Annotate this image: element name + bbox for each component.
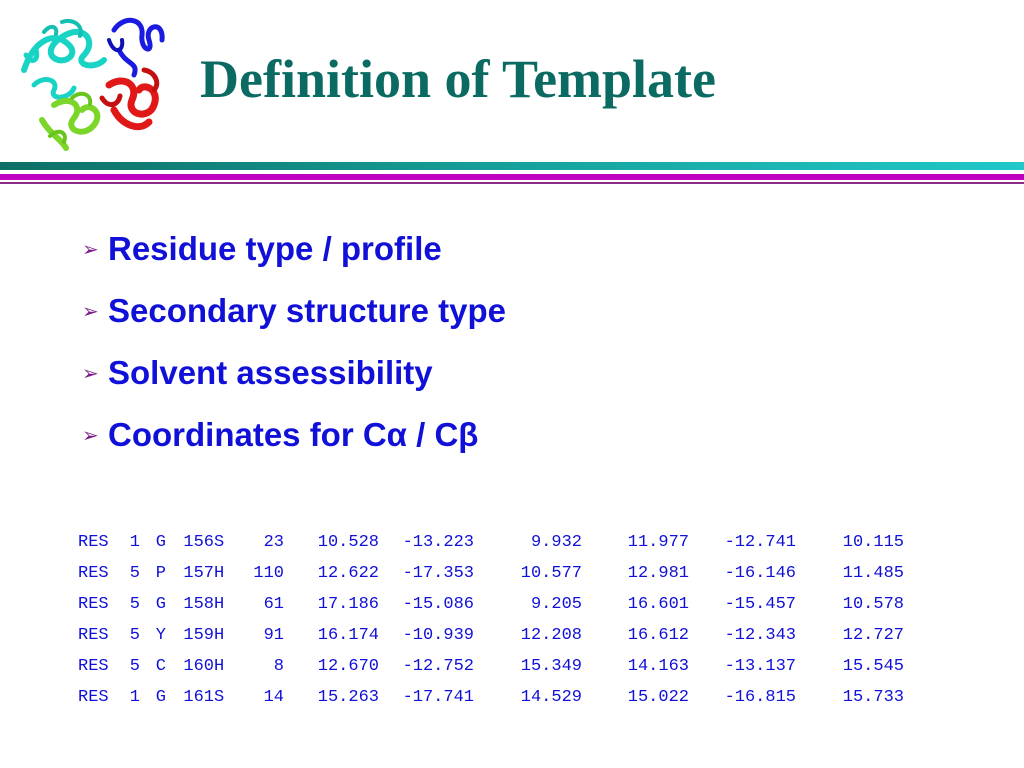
table-cell: 12.670 bbox=[317, 657, 379, 676]
title-divider-teal bbox=[0, 162, 1024, 170]
table-cell: S bbox=[214, 533, 225, 552]
table-cell: -15.457 bbox=[724, 595, 796, 614]
table-cell: RES bbox=[78, 564, 109, 583]
bullet-item bbox=[82, 280, 506, 342]
table-cell: 16.174 bbox=[317, 626, 379, 645]
table-cell: 160 bbox=[183, 657, 214, 676]
table-cell: -16.815 bbox=[724, 688, 796, 707]
table-cell: 14.163 bbox=[627, 657, 689, 676]
bullet-list bbox=[82, 218, 506, 466]
table-cell: RES bbox=[78, 595, 109, 614]
arrowhead-bullet-icon: ➢ bbox=[82, 423, 99, 447]
table-cell: -17.353 bbox=[402, 564, 474, 583]
table-cell: RES bbox=[78, 533, 109, 552]
table-cell: H bbox=[214, 564, 225, 583]
bullet-item bbox=[82, 218, 506, 280]
bullet-item bbox=[82, 404, 506, 466]
table-cell: -15.086 bbox=[402, 595, 474, 614]
table-row bbox=[78, 589, 904, 620]
table-cell: 12.622 bbox=[317, 564, 379, 583]
table-cell: 9.932 bbox=[530, 533, 582, 552]
table-cell: -12.741 bbox=[724, 533, 796, 552]
arrowhead-bullet-icon: ➢ bbox=[82, 237, 99, 261]
table-cell: G bbox=[155, 688, 166, 707]
arrowhead-bullet-icon: ➢ bbox=[82, 299, 99, 323]
table-cell: 10.115 bbox=[842, 533, 904, 552]
protein-structure-ribbon-icon bbox=[14, 10, 174, 158]
table-cell: H bbox=[214, 657, 225, 676]
table-cell: 1 bbox=[129, 688, 140, 707]
table-cell: 91 bbox=[263, 626, 284, 645]
table-cell: 12.981 bbox=[627, 564, 689, 583]
bullet-text: Secondary structure type bbox=[108, 292, 506, 329]
bullet-text: Residue type / profile bbox=[108, 230, 442, 267]
residue-coordinates-table bbox=[78, 527, 904, 713]
table-cell: 16.601 bbox=[627, 595, 689, 614]
table-cell: 5 bbox=[129, 626, 140, 645]
table-cell: RES bbox=[78, 626, 109, 645]
table-cell: Y bbox=[155, 626, 166, 645]
table-row bbox=[78, 682, 904, 713]
table-cell: 157 bbox=[183, 564, 214, 583]
table-cell: 11.977 bbox=[627, 533, 689, 552]
table-row bbox=[78, 558, 904, 589]
table-cell: 5 bbox=[129, 595, 140, 614]
table-cell: 159 bbox=[183, 626, 214, 645]
table-cell: 12.727 bbox=[842, 626, 904, 645]
table-cell: 11.485 bbox=[842, 564, 904, 583]
table-cell: -10.939 bbox=[402, 626, 474, 645]
table-cell: 17.186 bbox=[317, 595, 379, 614]
table-cell: C bbox=[155, 657, 166, 676]
table-cell: 10.528 bbox=[317, 533, 379, 552]
table-cell: 156 bbox=[183, 533, 214, 552]
table-cell: 1 bbox=[129, 533, 140, 552]
table-row bbox=[78, 527, 904, 558]
table-cell: G bbox=[155, 595, 166, 614]
table-cell: -12.752 bbox=[402, 657, 474, 676]
table-cell: 16.612 bbox=[627, 626, 689, 645]
table-cell: H bbox=[214, 595, 225, 614]
arrowhead-bullet-icon: ➢ bbox=[82, 361, 99, 385]
table-cell: 61 bbox=[263, 595, 284, 614]
title-divider-magenta bbox=[0, 174, 1024, 180]
bullet-text: Solvent assessibility bbox=[108, 354, 433, 391]
bullet-item bbox=[82, 342, 506, 404]
table-cell: -17.741 bbox=[402, 688, 474, 707]
slide-title: Definition of Template bbox=[200, 49, 717, 109]
table-cell: 10.577 bbox=[520, 564, 582, 583]
table-cell: 15.349 bbox=[520, 657, 582, 676]
table-cell: 5 bbox=[129, 564, 140, 583]
table-cell: RES bbox=[78, 657, 109, 676]
table-cell: 15.545 bbox=[842, 657, 904, 676]
bullet-text: Coordinates for Cα / Cβ bbox=[108, 416, 479, 453]
table-row bbox=[78, 620, 904, 651]
table-cell: S bbox=[214, 688, 225, 707]
table-cell: 161 bbox=[183, 688, 214, 707]
table-cell: 8 bbox=[273, 657, 284, 676]
table-cell: 15.263 bbox=[317, 688, 379, 707]
table-cell: 10.578 bbox=[842, 595, 904, 614]
table-cell: 158 bbox=[183, 595, 214, 614]
table-cell: 15.022 bbox=[627, 688, 689, 707]
table-cell: -13.137 bbox=[724, 657, 796, 676]
table-cell: 15.733 bbox=[842, 688, 904, 707]
table-cell: 110 bbox=[253, 564, 284, 583]
table-cell: 5 bbox=[129, 657, 140, 676]
table-cell: G bbox=[155, 533, 166, 552]
table-cell: 23 bbox=[263, 533, 284, 552]
table-cell: H bbox=[214, 626, 225, 645]
table-cell: 14 bbox=[263, 688, 284, 707]
table-cell: -12.343 bbox=[724, 626, 796, 645]
table-cell: 14.529 bbox=[520, 688, 582, 707]
table-cell: 12.208 bbox=[520, 626, 582, 645]
title-divider-magenta-thin bbox=[0, 182, 1024, 184]
table-cell: RES bbox=[78, 688, 109, 707]
table-cell: P bbox=[155, 564, 166, 583]
table-cell: -13.223 bbox=[402, 533, 474, 552]
table-cell: 9.205 bbox=[530, 595, 582, 614]
table-row bbox=[78, 651, 904, 682]
table-cell: -16.146 bbox=[724, 564, 796, 583]
